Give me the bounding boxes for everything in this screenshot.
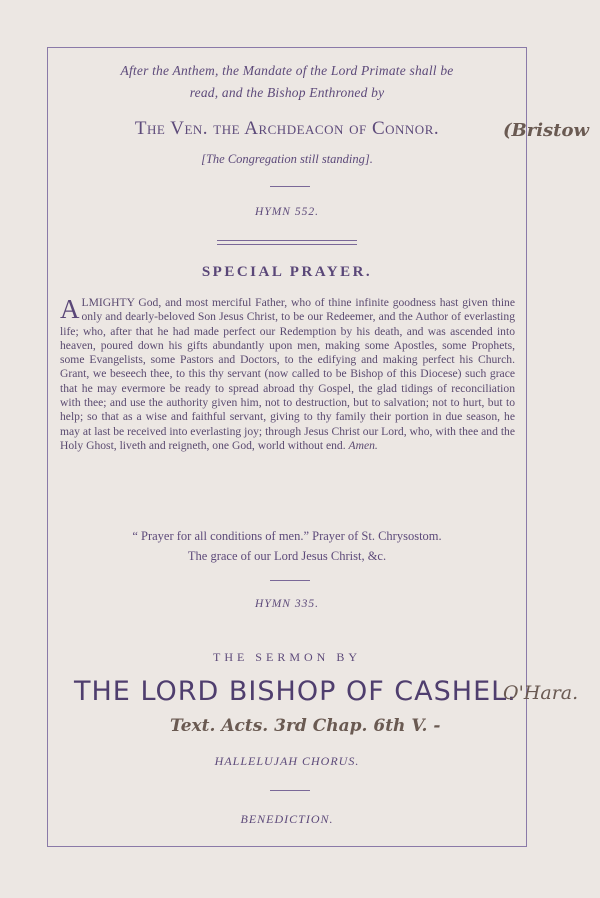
- intro-line-1: After the Anthem, the Mandate of the Lord Primate shall be: [120, 63, 454, 78]
- congregation-note: [The Congregation still standing].: [201, 152, 373, 166]
- divider-double-bottom: [217, 244, 357, 245]
- hymn-552: HYMN 552.: [255, 206, 319, 218]
- divider-short-3: [270, 790, 310, 791]
- intro-text: [47, 60, 527, 104]
- divider-double-top: [217, 240, 357, 241]
- sermon-by: THE SERMON BY: [212, 650, 361, 664]
- divider-short: [270, 186, 310, 187]
- handwritten-ohara: O'Hara.: [503, 682, 579, 704]
- benediction: BENEDICTION.: [240, 812, 334, 826]
- prayer-amen: Amen.: [348, 438, 378, 452]
- prayer-body: [60, 296, 515, 453]
- divider-short-2: [270, 580, 310, 581]
- conditions-line-1: “ Prayer for all conditions of men.” Prayer of St. Chrysostom.: [132, 529, 442, 543]
- intro-line-2: read, and the Bishop Enthroned by: [189, 85, 385, 100]
- prayer-text: LMIGHTY God, and most merciful Father, who of thine infinite goodness hast given thine only and dearly-beloved Son Jesus Christ, to be our Redeemer, and the Author of everlasting life; who, after that he had made perfect our Redemption by his death, and was ascended into heaven, poured down his gifts abundantly upon men, making some Apostles, some Prophets, some Evangelists, some Pastors and Doctors, to the edifying and making perfect his Church. Grant, we beseech thee, to this thy servant (now called to be Bishop of this Diocese) such grace that he may evermore be ready to spread abroad thy Gospel, the glad tidings of reconciliation with thee; and use the authority given him, not to destruction, but to salvation; not to hurt, but to help; so that as a wise and faithful servant, giving to thy family their portion in due season, he may at last be received into everlasting joy; through Jesus Christ our Lord, who, with thee and the Holy Ghost, liveth and reigneth, one God, world without end.: [60, 296, 515, 452]
- prayer-title: SPECIAL PRAYER.: [201, 264, 373, 280]
- conditions-block: [47, 526, 527, 566]
- hymn-335: HYMN 335.: [255, 598, 319, 610]
- handwritten-bristow: (Bristow: [503, 120, 590, 141]
- conditions-line-2: The grace of our Lord Jesus Christ, &c.: [187, 549, 387, 563]
- handwritten-text-reference: Text. Acts. 3rd Chap. 6th V. -: [170, 716, 441, 736]
- drop-capital: A: [60, 294, 80, 324]
- archdeacon-heading: The Ven. the Archdeacon of Connor.: [134, 118, 440, 139]
- hallelujah-chorus: HALLELUJAH CHORUS.: [214, 754, 360, 768]
- preacher-heading: THE LORD BISHOP OF CASHEL.: [74, 676, 517, 707]
